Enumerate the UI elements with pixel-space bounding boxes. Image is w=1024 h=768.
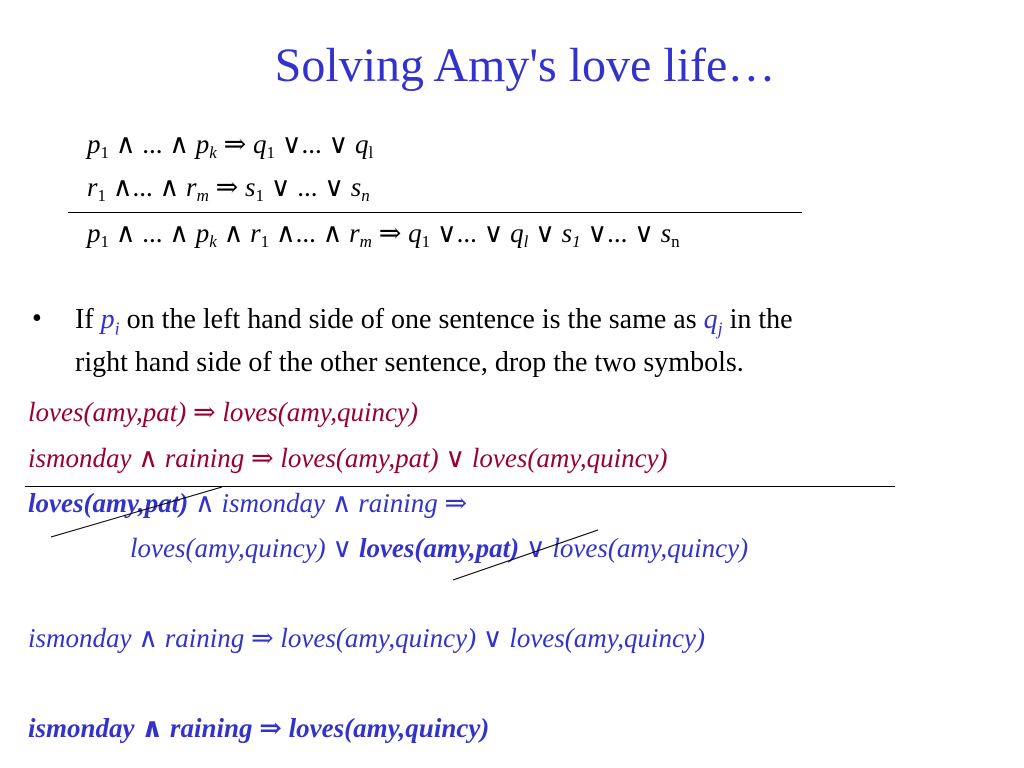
general-premise-2: $r_1$ ∧... ∧ $r_m$ ⇒ $s_1$ ∨ ... ∨ $s_n$ [87,172,370,205]
slide-title: Solving Amy's love life… [274,39,776,92]
strike-line-2 [453,530,598,580]
example-premise-2: ismonday ∧ raining ⇒ loves(amy,pat) ∨ loves(amy,quincy) [28,443,668,473]
simplified-clause: ismonday ∧ raining ⇒ loves(amy,quincy) ∨ loves(amy,quincy) [28,623,705,653]
strike-line-1 [51,487,222,537]
general-conclusion: $p_1$ ∧ ... ∧ $p_k$ ∧ $r_1$ ∧... ∧ $r_m$ ⇒ $q_1$ ∨... ∨ $q_l$ ∨ $s_1$ ∨... ∨ $s_n$ [87,218,680,251]
struck-literal-1: loves(amy,pat) [28,488,189,518]
resolvent-line-2: loves(amy,quincy) ∨ loves(amy,pat) ∨ loves(amy,quincy) [130,533,749,563]
resolvent-line-1: loves(amy,pat) ∧ ismonday ∧ raining ⇒ [28,488,468,518]
bullet-dot: • [32,303,42,334]
example-premise-1: loves(amy,pat) ⇒ loves(amy,quincy) [28,397,418,427]
general-premise-1: $p_1$ ∧ ... ∧ $p_k$ ⇒ $q_1$ ∨... ∨ $q_l$ [87,129,374,162]
bullet-line-1: If $p_i$ on the left hand side of one sentence is the same as $q_j$ in the [75,304,793,339]
bullet-line-2: right hand side of the other sentence, drop the two symbols. [75,347,744,378]
final-clause: ismonday ∧ raining ⇒ loves(amy,quincy) [28,713,490,743]
struck-literal-2: loves(amy,pat) [358,533,520,563]
